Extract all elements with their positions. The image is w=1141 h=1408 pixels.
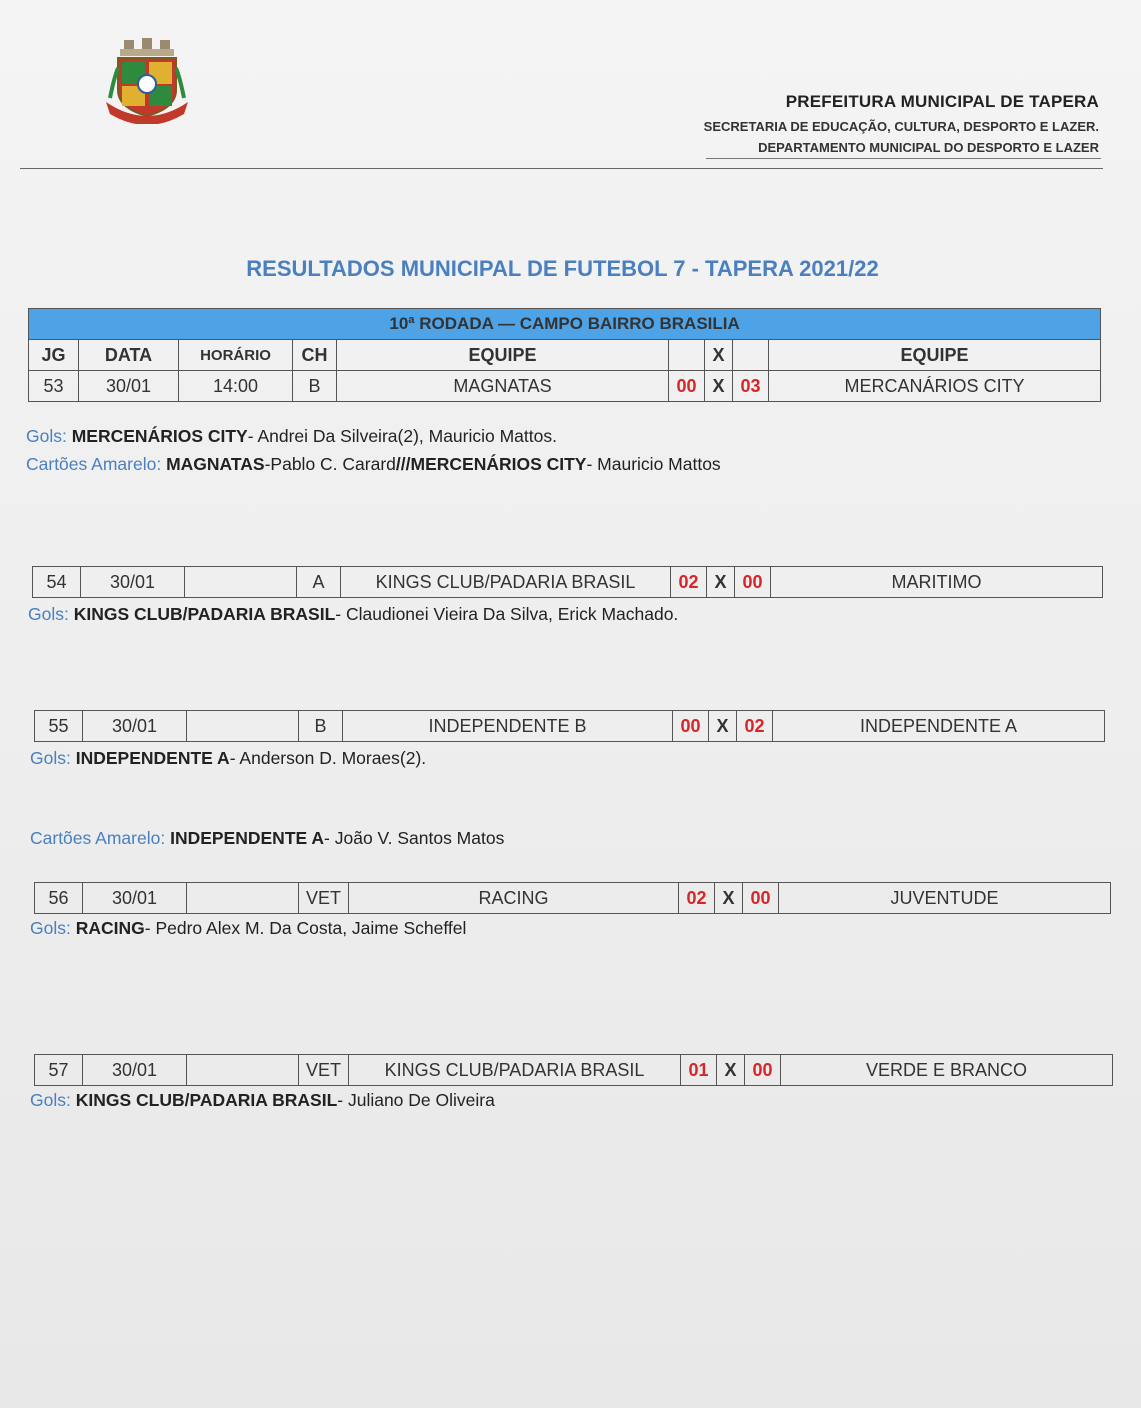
home-team: INDEPENDENTE B — [343, 711, 673, 742]
home-score: 00 — [673, 711, 709, 742]
col-jg: JG — [29, 340, 79, 371]
org-name: PREFEITURA MUNICIPAL DE TAPERA — [785, 92, 1099, 111]
table-row — [35, 1055, 1113, 1086]
game-table-55 — [34, 710, 1105, 742]
yellow-cards-note: Cartões Amarelo: MAGNATAS-Pablo C. Carard///MERCENÁRIOS CITY- Mauricio Mattos — [26, 454, 721, 474]
game-category: VET — [299, 1055, 349, 1086]
away-team: MARITIMO — [771, 567, 1103, 598]
goals-note: Gols: MERCENÁRIOS CITY- Andrei Da Silveira(2), Mauricio Mattos. — [26, 426, 557, 446]
page-title: RESULTADOS MUNICIPAL DE FUTEBOL 7 - TAPERA 2021/22 — [246, 256, 879, 281]
away-team: VERDE E BRANCO — [781, 1055, 1113, 1086]
home-score: 02 — [671, 567, 707, 598]
game-date: 30/01 — [83, 1055, 187, 1086]
away-score: 00 — [735, 567, 771, 598]
game-table-54 — [32, 566, 1103, 598]
game-time — [187, 711, 299, 742]
game-number: 53 — [29, 371, 79, 402]
game-table-53 — [28, 308, 1101, 402]
game-date: 30/01 — [83, 883, 187, 914]
goals-note: Gols: RACING- Pedro Alex M. Da Costa, Jaime Scheffel — [30, 918, 467, 938]
versus-x: X — [707, 567, 735, 598]
versus-x: X — [717, 1055, 745, 1086]
game-category: VET — [299, 883, 349, 914]
versus-x: X — [705, 371, 733, 402]
table-row — [29, 371, 1101, 402]
col-data: DATA — [79, 340, 179, 371]
game-date: 30/01 — [83, 711, 187, 742]
table-row — [33, 567, 1103, 598]
org-secretariat: SECRETARIA DE EDUCAÇÃO, CULTURA, DESPORTO E LAZER. — [703, 119, 1099, 134]
away-team: JUVENTUDE — [779, 883, 1111, 914]
col-equipe-home: EQUIPE — [337, 340, 669, 371]
game-table-56 — [34, 882, 1111, 914]
home-team: KINGS CLUB/PADARIA BRASIL — [349, 1055, 681, 1086]
col-x: X — [705, 340, 733, 371]
col-equipe-away: EQUIPE — [769, 340, 1101, 371]
game-number: 55 — [35, 711, 83, 742]
org-department: DEPARTAMENTO MUNICIPAL DO DESPORTO E LAZER — [758, 140, 1099, 155]
col-horario: HORÁRIO — [179, 340, 293, 371]
away-score: 03 — [733, 371, 769, 402]
table-row — [35, 711, 1105, 742]
home-team: RACING — [349, 883, 679, 914]
game-number: 57 — [35, 1055, 83, 1086]
game-number: 56 — [35, 883, 83, 914]
col-ch: CH — [293, 340, 337, 371]
game-time — [185, 567, 297, 598]
goals-note: Gols: KINGS CLUB/PADARIA BRASIL- Claudionei Vieira Da Silva, Erick Machado. — [28, 604, 679, 624]
game-time — [187, 1055, 299, 1086]
game-time — [187, 883, 299, 914]
header-divider — [20, 168, 1103, 169]
away-score: 00 — [743, 883, 779, 914]
department-underline — [706, 158, 1101, 159]
versus-x: X — [715, 883, 743, 914]
home-score: 01 — [681, 1055, 717, 1086]
away-team: MERCANÁRIOS CITY — [769, 371, 1101, 402]
yellow-cards-note: Cartões Amarelo: INDEPENDENTE A- João V. Santos Matos — [30, 828, 505, 848]
home-score: 00 — [669, 371, 705, 402]
game-category: B — [293, 371, 337, 402]
game-number: 54 — [33, 567, 81, 598]
versus-x: X — [709, 711, 737, 742]
game-date: 30/01 — [81, 567, 185, 598]
game-table-57 — [34, 1054, 1113, 1086]
col-score-away — [733, 340, 769, 371]
game-category: A — [297, 567, 341, 598]
away-score: 02 — [737, 711, 773, 742]
municipal-coat-of-arms-icon — [104, 38, 190, 124]
goals-note: Gols: KINGS CLUB/PADARIA BRASIL- Juliano De Oliveira — [30, 1090, 495, 1110]
col-score-home — [669, 340, 705, 371]
game-date: 30/01 — [79, 371, 179, 402]
home-team: KINGS CLUB/PADARIA BRASIL — [341, 567, 671, 598]
round-header: 10ª RODADA — CAMPO BAIRRO BRASILIA — [29, 309, 1101, 340]
away-team: INDEPENDENTE A — [773, 711, 1105, 742]
goals-note: Gols: INDEPENDENTE A- Anderson D. Moraes(2). — [30, 748, 427, 768]
table-row — [35, 883, 1111, 914]
home-team: MAGNATAS — [337, 371, 669, 402]
home-score: 02 — [679, 883, 715, 914]
away-score: 00 — [745, 1055, 781, 1086]
game-time: 14:00 — [179, 371, 293, 402]
game-category: B — [299, 711, 343, 742]
